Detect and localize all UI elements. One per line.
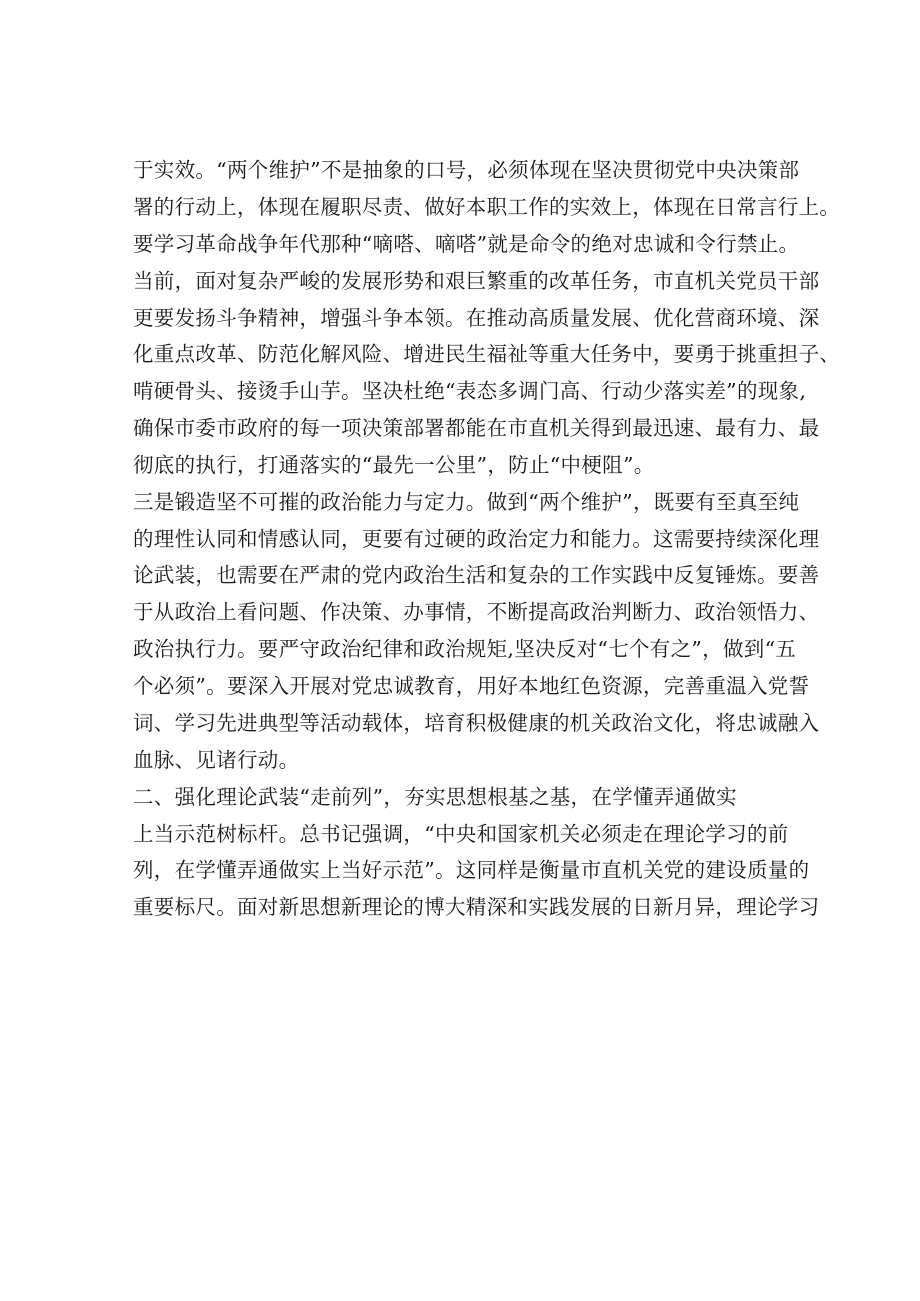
paragraph-line: 当前，面对复杂严峻的发展形势和艰巨繁重的改革任务，市直机关党员干部 [133,269,820,293]
paragraph-line: 的理性认同和情感认同，更要有过硬的政治定力和能力。这需要持续深化理 [133,527,820,551]
paragraph-line: 政治执行力。要严守政治纪律和政治规矩,坚决反对“七个有之”，做到“五 [133,637,797,661]
paragraph-line: 更要发扬斗争精神，增强斗争本领。在推动高质量发展、优化营商环境、深 [133,306,820,330]
paragraph-line: 词、学习先进典型等活动载体，培育积极健康的机关政治文化，将忠诚融入 [133,711,820,735]
paragraph-line: 彻底的执行，打通落实的“最先一公里”，防止“中梗阻”。 [133,453,655,477]
paragraph-line: 上当示范树标杆。总书记强调，“中央和国家机关必须走在理论学习的前 [133,822,789,846]
paragraph-line: 列，在学懂弄通做实上当好示范”。这同样是衡量市直机关党的建设质量的 [133,858,810,882]
paragraph-line: 确保市委市政府的每一项决策部署都能在市直机关得到最迅速、最有力、最 [133,416,820,440]
paragraph-line: 署的行动上，体现在履职尽责、做好本职工作的实效上，体现在日常言行上。 [133,195,841,219]
paragraph-line: 三是锻造坚不可摧的政治能力与定力。做到“两个维护”，既要有至真至纯 [133,490,800,514]
paragraph-line: 要学习革命战争年代那种“嘀嗒、嘀嗒”就是命令的绝对忠诚和令行禁止。 [133,232,800,256]
paragraph-line: 个必须”。要深入开展对党忠诚教育，用好本地红色资源，完善重温入党誓 [133,674,810,698]
paragraph-line: 啃硬骨头、接烫手山芋。坚决杜绝“表态多调门高、行动少落实差”的现象, [133,379,807,403]
paragraph-line: 化重点改革、防范化解风险、增进民生福祉等重大任务中，要勇于挑重担子、 [133,342,841,366]
paragraph-line: 于从政治上看问题、作决策、办事情，不断提高政治判断力、政治领悟力、 [133,600,820,624]
paragraph-line: 论武装，也需要在严肃的党内政治生活和复杂的工作实践中反复锤炼。要善 [133,563,820,587]
paragraph-line: 于实效。“两个维护”不是抽象的口号，必须体现在坚决贯彻党中央决策部 [133,158,800,182]
paragraph-line: 重要标尺。面对新思想新理论的博大精深和实践发展的日新月异，理论学习 [133,895,820,919]
paragraph-line: 血脉、见诸行动。 [133,748,300,772]
paragraph-line: 二、强化理论武装“走前列”，夯实思想根基之基，在学懂弄通做实 [133,785,737,809]
